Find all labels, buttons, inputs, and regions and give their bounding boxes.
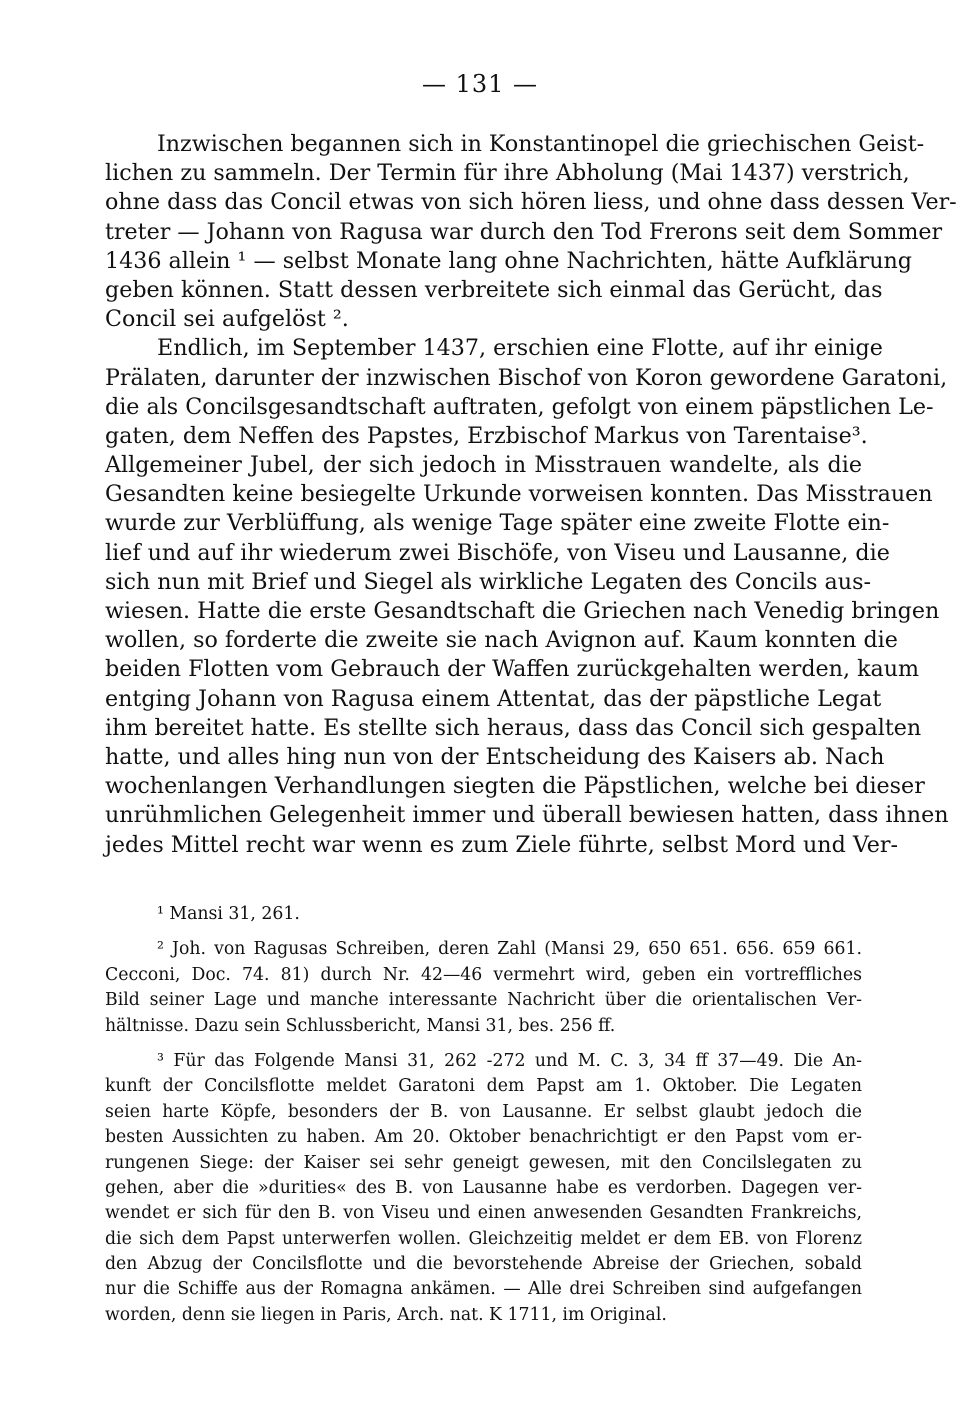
body-line: ihm bereitet hatte. Es stellte sich heraus, dass das Concil sich gespalten bbox=[105, 714, 922, 741]
footnote-line: nur die Schiffe aus der Romagna ankämen. — Alle drei Schreiben sind aufgefangen bbox=[105, 1279, 862, 1300]
body-line: jedes Mittel recht war wenn es zum Ziele führte, selbst Mord und Ver- bbox=[105, 831, 899, 858]
body-line: geben können. Statt dessen verbreitete sich einmal das Gerücht, das bbox=[105, 276, 883, 303]
footnote-line: gehen, aber die »durities« des B. von Lausanne habe es verdorben. Dagegen ver- bbox=[105, 1177, 862, 1198]
body-line: lief und auf ihr wiederum zwei Bischöfe, von Viseu und Lausanne, die bbox=[105, 539, 890, 566]
body-line: wiesen. Hatte die erste Gesandtschaft die Griechen nach Venedig bringen bbox=[105, 598, 940, 624]
footnote-gap bbox=[105, 927, 862, 937]
body-line: treter — Johann von Ragusa war durch den Tod Frerons seit dem Sommer bbox=[105, 218, 943, 245]
footnote-line: Bild seiner Lage und manche interessante Nachricht über die orientalischen Ver- bbox=[105, 990, 862, 1011]
paragraph bbox=[105, 334, 949, 859]
paragraph bbox=[105, 130, 957, 334]
body-line: unrühmlichen Gelegenheit immer und überall bewiesen hatten, dass ihnen bbox=[105, 802, 949, 829]
body-line: Inzwischen begannen sich in Konstantinopel die griechischen Geist- bbox=[157, 131, 925, 157]
footnote bbox=[105, 937, 862, 1039]
footnote-line: den Abzug der Concilsflotte und die bevorstehende Abreise der Griechen, sobald bbox=[105, 1254, 862, 1275]
body-line: Endlich, im September 1437, erschien eine Flotte, auf ihr einige bbox=[157, 335, 883, 362]
body-line: wollen, so forderte die zweite sie nach Avignon auf. Kaum konnten die bbox=[105, 627, 898, 654]
footnote-line: hältnisse. Dazu sein Schlussbericht, Mansi 31, bes. 256 ff. bbox=[105, 1015, 616, 1036]
footnote-line: besten Aussichten zu haben. Am 20. Oktober benachrichtigt er den Papst vom er- bbox=[105, 1127, 862, 1148]
body-line: Gesandten keine besiegelte Urkunde vorweisen konnten. Das Misstrauen bbox=[105, 481, 933, 508]
body-line: sich nun mit Brief und Siegel als wirkliche Legaten des Concils aus- bbox=[105, 568, 871, 595]
footnote-line: rungenen Siege: der Kaiser sei sehr geneigt gewesen, mit den Concilslegaten zu bbox=[105, 1152, 862, 1173]
footnote-line: wendet er sich für den B. von Viseu und einen anwesenden Gesandten Frankreichs, bbox=[105, 1203, 862, 1224]
body-line: wurde zur Verblüffung, als wenige Tage später eine zweite Flotte ein- bbox=[105, 510, 890, 537]
body-line: die als Concilsgesandtschaft auftraten, gefolgt von einem päpstlichen Le- bbox=[105, 393, 934, 420]
footnote-line: seien harte Köpfe, besonders der B. von Lausanne. Er selbst glaubt jedoch die bbox=[105, 1101, 862, 1122]
footnote-line: ² Joh. von Ragusas Schreiben, deren Zahl (Mansi 29, 650 651. 656. 659 661. bbox=[157, 939, 862, 960]
body-line: beiden Flotten vom Gebrauch der Waffen zurückgehalten werden, kaum bbox=[105, 656, 920, 683]
body-line: Concil sei aufgelöst ². bbox=[105, 306, 349, 333]
body-line: Prälaten, darunter der inzwischen Bischof von Koron gewordene Garatoni, bbox=[105, 364, 948, 391]
footnote-line: ³ Für das Folgende Mansi 31, 262 -272 und M. C. 3, 34 ff 37—49. Die An- bbox=[157, 1050, 862, 1071]
body-line: 1436 allein ¹ — selbst Monate lang ohne Nachrichten, hätte Aufklärung bbox=[105, 247, 912, 274]
footnote-line: worden, denn sie liegen in Paris, Arch. nat. K 1711, im Original. bbox=[105, 1304, 667, 1325]
body-line: lichen zu sammeln. Der Termin für ihre Abholung (Mai 1437) verstrich, bbox=[105, 160, 910, 187]
body-line: entging Johann von Ragusa einem Attentat, das der päpstliche Legat bbox=[105, 685, 882, 712]
footnotes bbox=[105, 902, 862, 1328]
footnote bbox=[105, 902, 862, 927]
footnote-line: kunft der Concilsflotte meldet Garatoni dem Papst am 1. Oktober. Die Legaten bbox=[105, 1076, 862, 1097]
page-number: — 131 — bbox=[421, 70, 539, 98]
footnote-line: die sich dem Papst unterwerfen wollen. Gleichzeitig meldet er dem EB. von Florenz bbox=[105, 1228, 862, 1249]
footnote-line: Cecconi, Doc. 74. 81) durch Nr. 42—46 vermehrt wird, geben ein vortreffliches bbox=[105, 964, 862, 985]
body-line: ohne dass das Concil etwas von sich hören liess, und ohne dass dessen Ver- bbox=[105, 189, 957, 216]
footnote-gap bbox=[105, 1039, 862, 1049]
body-line: Allgemeiner Jubel, der sich jedoch in Misstrauen wandelte, als die bbox=[105, 452, 862, 479]
footnote-line: ¹ Mansi 31, 261. bbox=[157, 904, 300, 924]
body-line: hatte, und alles hing nun von der Entscheidung des Kaisers ab. Nach bbox=[105, 743, 885, 770]
body-line: gaten, dem Neffen des Papstes, Erzbischof Markus von Tarentaise³. bbox=[105, 422, 868, 449]
body-line: wochenlangen Verhandlungen siegten die Päpstlichen, welche bei dieser bbox=[105, 773, 925, 800]
footnote bbox=[105, 1049, 862, 1328]
body-text bbox=[105, 130, 957, 860]
